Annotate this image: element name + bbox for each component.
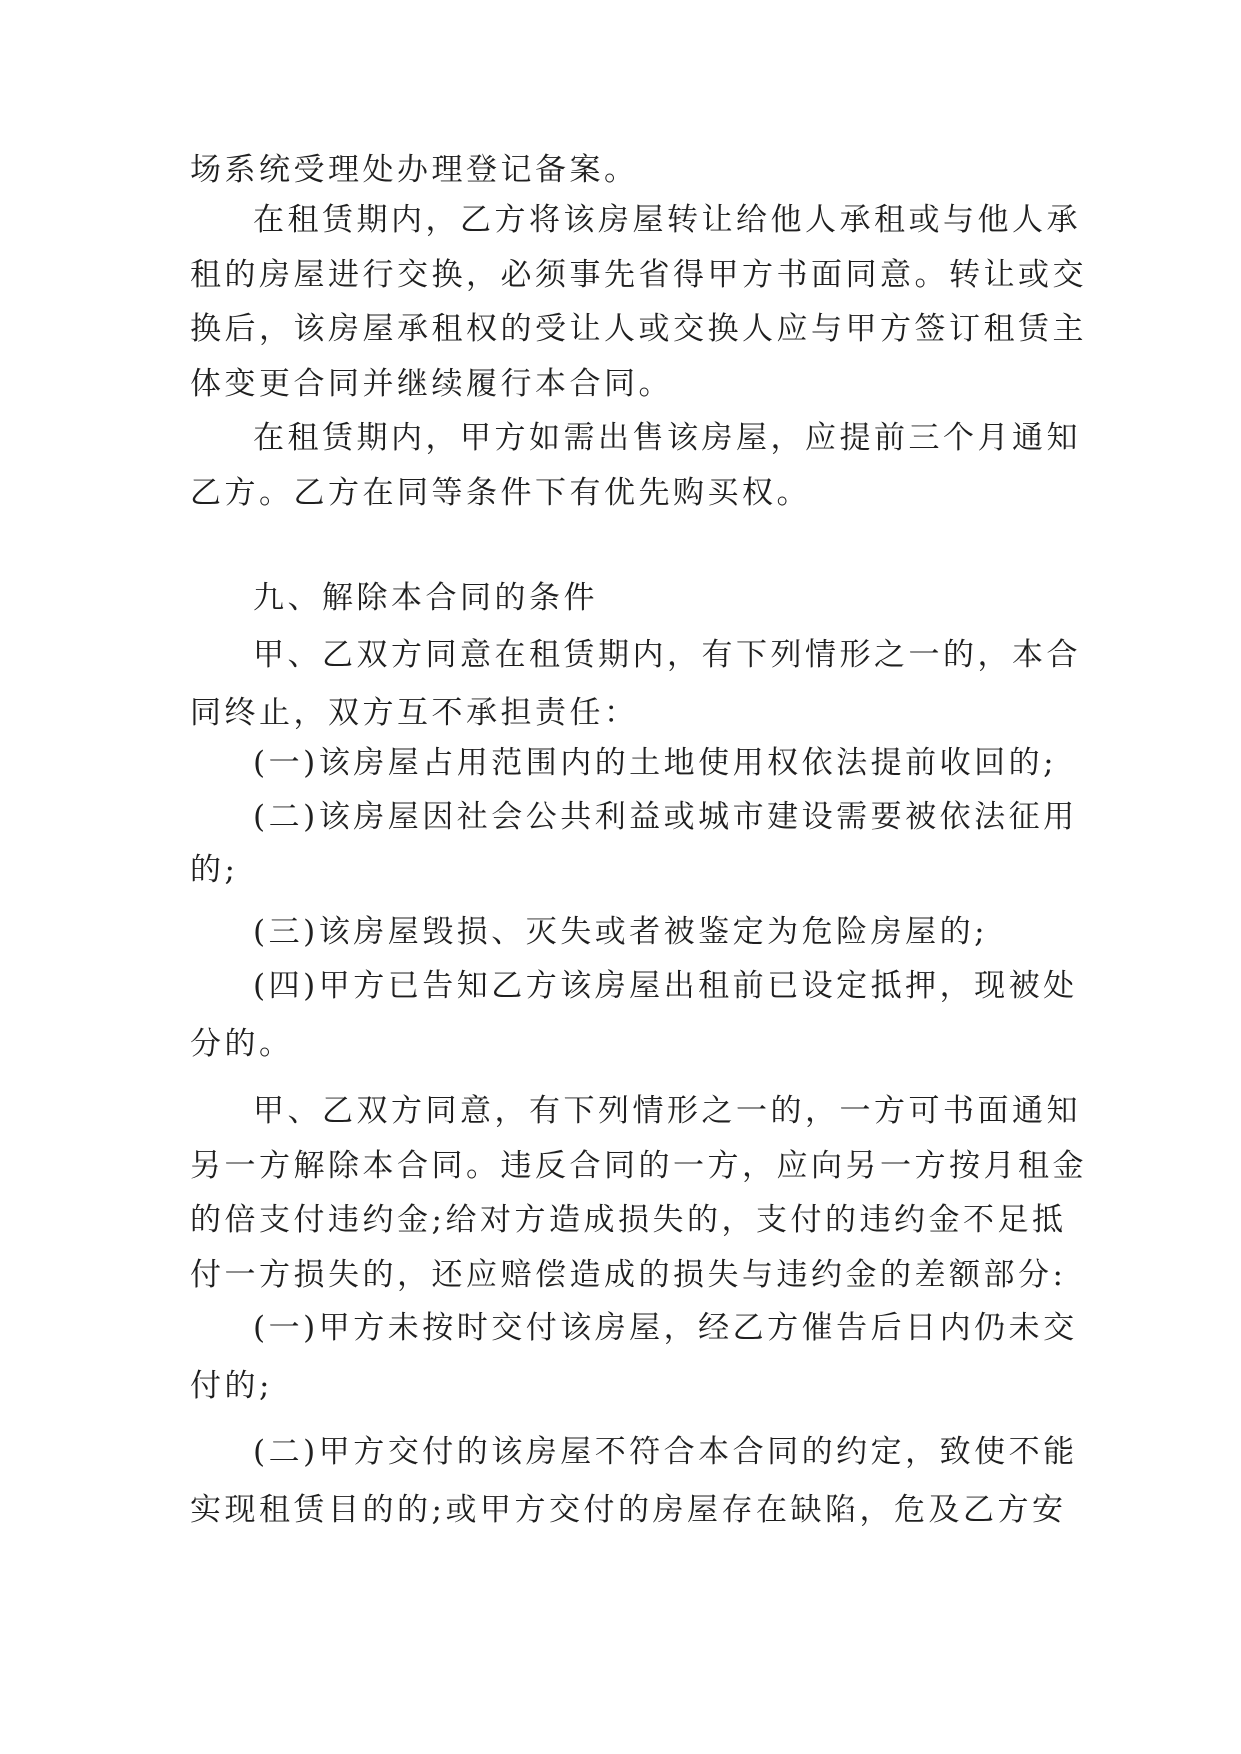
paragraph-text-line: 实现租赁目的的;或甲方交付的房屋存在缺陷，危及乙方安 <box>190 1492 1067 1528</box>
list-item: (二)甲方交付的该房屋不符合本合同的约定，致使不能 <box>253 1434 1078 1470</box>
list-item: (三)该房屋毁损、灭失或者被鉴定为危险房屋的; <box>253 914 989 950</box>
list-item: (一)甲方未按时交付该房屋，经乙方催告后日内仍未交 <box>253 1310 1078 1346</box>
paragraph-text-line: 租的房屋进行交换，必须事先省得甲方书面同意。转让或交 <box>190 256 1087 293</box>
list-item: (二)该房屋因社会公共利益或城市建设需要被依法征用 <box>253 799 1078 835</box>
paragraph-text-line: 的倍支付违约金;给对方造成损失的，支付的违约金不足抵 <box>190 1202 1067 1238</box>
paragraph-text: 甲、乙双方同意在租赁期内，有下列情形之一的，本合 <box>253 637 1081 673</box>
paragraph-text-line: 付的; <box>190 1368 273 1404</box>
paragraph-text-line: 同终止，双方互不承担责任： <box>190 695 639 731</box>
paragraph-text-line: 的; <box>190 852 239 888</box>
paragraph-text: 甲、乙双方同意，有下列情形之一的，一方可书面通知 <box>253 1093 1081 1129</box>
paragraph-text: 在租赁期内，乙方将该房屋转让给他人承租或与他人承 <box>253 202 1081 238</box>
section-heading: 九、解除本合同的条件 <box>253 580 598 616</box>
paragraph-text-line: 换后，该房屋承租权的受让人或交换人应与甲方签订租赁主 <box>190 311 1087 347</box>
paragraph-text: 在租赁期内，甲方如需出售该房屋，应提前三个月通知 <box>253 420 1081 456</box>
paragraph-text-line: 分的。 <box>190 1026 294 1062</box>
paragraph-text-line: 乙方。乙方在同等条件下有优先购买权。 <box>190 475 811 511</box>
paragraph-text: 场系统受理处办理登记备案。 <box>190 152 639 188</box>
list-item: (四)甲方已告知乙方该房屋出租前已设定抵押，现被处 <box>253 968 1078 1004</box>
paragraph-text-line: 另一方解除本合同。违反合同的一方，应向另一方按月租金 <box>190 1147 1087 1184</box>
list-item: (一)该房屋占用范围内的土地使用权依法提前收回的; <box>253 745 1058 781</box>
paragraph-text-line: 体变更合同并继续履行本合同。 <box>190 365 673 402</box>
paragraph-text-line: 付一方损失的，还应赔偿造成的损失与违约金的差额部分: <box>190 1256 1067 1293</box>
